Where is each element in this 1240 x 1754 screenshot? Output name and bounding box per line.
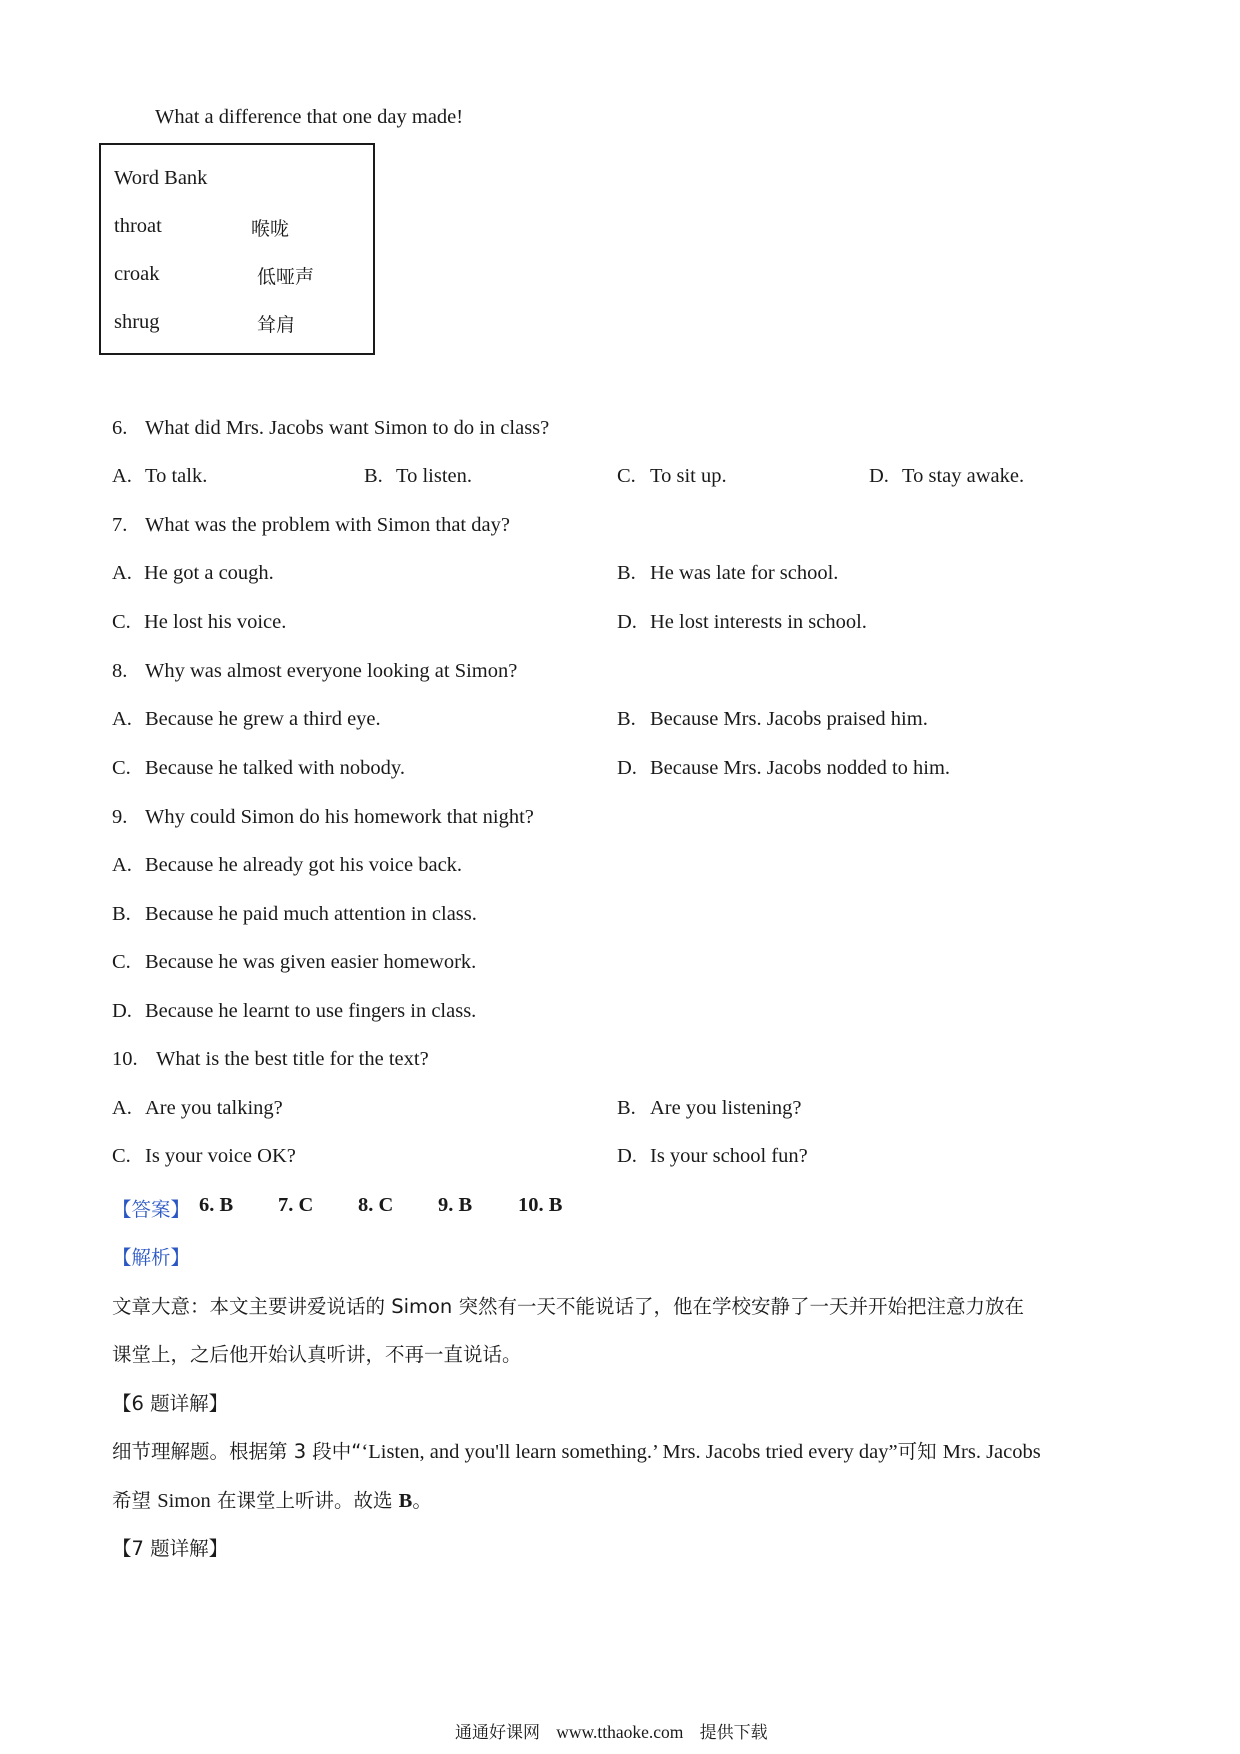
option-letter: C. — [112, 757, 131, 779]
option-text: Because he grew a third eye. — [145, 708, 381, 730]
option-letter: A. — [112, 708, 132, 730]
word-bank-box — [99, 143, 375, 355]
option-letter: B. — [112, 903, 131, 925]
question-text: What is the best title for the text? — [156, 1048, 429, 1070]
option-letter: C. — [112, 611, 131, 633]
option-letter: C. — [617, 465, 636, 487]
option-letter: A. — [112, 562, 132, 584]
summary-line: 课堂上，之后他开始认真听讲，不再一直说话。 — [112, 1343, 522, 1366]
question-number: 6. — [112, 417, 128, 439]
option-letter: B. — [617, 708, 636, 730]
analysis-label: 【解析】 — [112, 1246, 191, 1269]
option-letter: B. — [617, 1097, 636, 1119]
option-letter: D. — [869, 465, 889, 487]
option-letter: B. — [617, 562, 636, 584]
q6-detail-name: Mrs. Jacobs — [942, 1441, 1041, 1463]
q6-detail-quote: ‘Listen, and you'll learn something.’ Mrs. Jacobs tried every day” — [361, 1441, 898, 1463]
option-text: Are you talking? — [145, 1097, 283, 1119]
intro-line: What a difference that one day made! — [155, 106, 464, 128]
word-bank-title: Word Bank — [114, 167, 208, 189]
answer-item: 6. B — [199, 1194, 234, 1216]
answer-item: 7. C — [278, 1194, 314, 1216]
option-text: Because he talked with nobody. — [145, 757, 405, 779]
option-text: To talk. — [145, 465, 208, 487]
option-text: Because he learnt to use fingers in class. — [145, 1000, 477, 1022]
q6-detail-text: 细节理解题。根据第 3 段中“ — [112, 1440, 362, 1463]
question-text: What did Mrs. Jacobs want Simon to do in class? — [145, 417, 550, 439]
question-number: 10. — [112, 1048, 138, 1070]
option-text: Is your voice OK? — [145, 1145, 296, 1167]
question-number: 8. — [112, 660, 128, 682]
option-text: He got a cough. — [144, 562, 274, 584]
option-text: He was late for school. — [650, 562, 839, 584]
option-text: He lost interests in school. — [650, 611, 867, 633]
option-letter: D. — [112, 1000, 132, 1022]
word-bank-term: croak — [114, 263, 160, 285]
q6-detail-name: Simon — [157, 1490, 211, 1512]
footer-url[interactable]: www.tthaoke.com — [556, 1722, 684, 1742]
q6-detail-answer: B — [398, 1490, 413, 1512]
word-bank-term: shrug — [114, 311, 160, 333]
option-text: Because he was given easier homework. — [145, 951, 477, 973]
option-letter: C. — [112, 951, 131, 973]
option-text: To listen. — [396, 465, 473, 487]
option-letter: A. — [112, 465, 132, 487]
footer-site-name: 通通好课网 — [455, 1723, 540, 1743]
question-number: 9. — [112, 806, 128, 828]
answer-item: 10. B — [518, 1194, 563, 1216]
answer-item: 9. B — [438, 1194, 473, 1216]
q6-detail-label: 【6 题详解】 — [112, 1392, 229, 1415]
option-letter: A. — [112, 854, 132, 876]
q6-detail-text: 在课堂上听讲。故选 — [210, 1489, 399, 1512]
option-text: Is your school fun? — [650, 1145, 808, 1167]
answer-label: 【答案】 — [112, 1198, 191, 1221]
word-bank-translation: 喉咙 — [251, 218, 290, 240]
question-text: Why was almost everyone looking at Simon? — [145, 660, 518, 682]
option-text: To sit up. — [650, 465, 727, 487]
q6-detail-text: 可知 — [897, 1440, 943, 1463]
word-bank-translation: 耸肩 — [257, 314, 296, 336]
option-text: Because he already got his voice back. — [145, 854, 463, 876]
question-number: 7. — [112, 514, 128, 536]
word-bank-term: throat — [114, 215, 162, 237]
footer-suffix: 提供下载 — [699, 1723, 768, 1743]
option-text: Are you listening? — [650, 1097, 802, 1119]
question-text: Why could Simon do his homework that night? — [145, 806, 534, 828]
option-text: He lost his voice. — [144, 611, 287, 633]
option-text: To stay awake. — [902, 465, 1025, 487]
word-bank-translation: 低哑声 — [257, 266, 315, 288]
option-text: Because Mrs. Jacobs nodded to him. — [650, 757, 951, 779]
q6-detail-text: 希望 — [112, 1489, 158, 1512]
question-text: What was the problem with Simon that day? — [145, 514, 510, 536]
option-letter: D. — [617, 757, 637, 779]
option-letter: B. — [364, 465, 383, 487]
summary-line: 文章大意：本文主要讲爱说话的 Simon 突然有一天不能说话了，他在学校安静了一天并开始把注意力放在 — [112, 1295, 1024, 1318]
answer-item: 8. C — [358, 1194, 394, 1216]
option-letter: D. — [617, 611, 637, 633]
option-letter: A. — [112, 1097, 132, 1119]
q6-detail-text: 。 — [412, 1489, 432, 1512]
q7-detail-label: 【7 题详解】 — [112, 1537, 229, 1560]
option-text: Because Mrs. Jacobs praised him. — [650, 708, 928, 730]
option-letter: D. — [617, 1145, 637, 1167]
q6-detail-line — [112, 1485, 432, 1513]
option-text: Because he paid much attention in class. — [145, 903, 477, 925]
q6-detail-line — [112, 1436, 1041, 1464]
option-letter: C. — [112, 1145, 131, 1167]
footer — [455, 1718, 768, 1743]
